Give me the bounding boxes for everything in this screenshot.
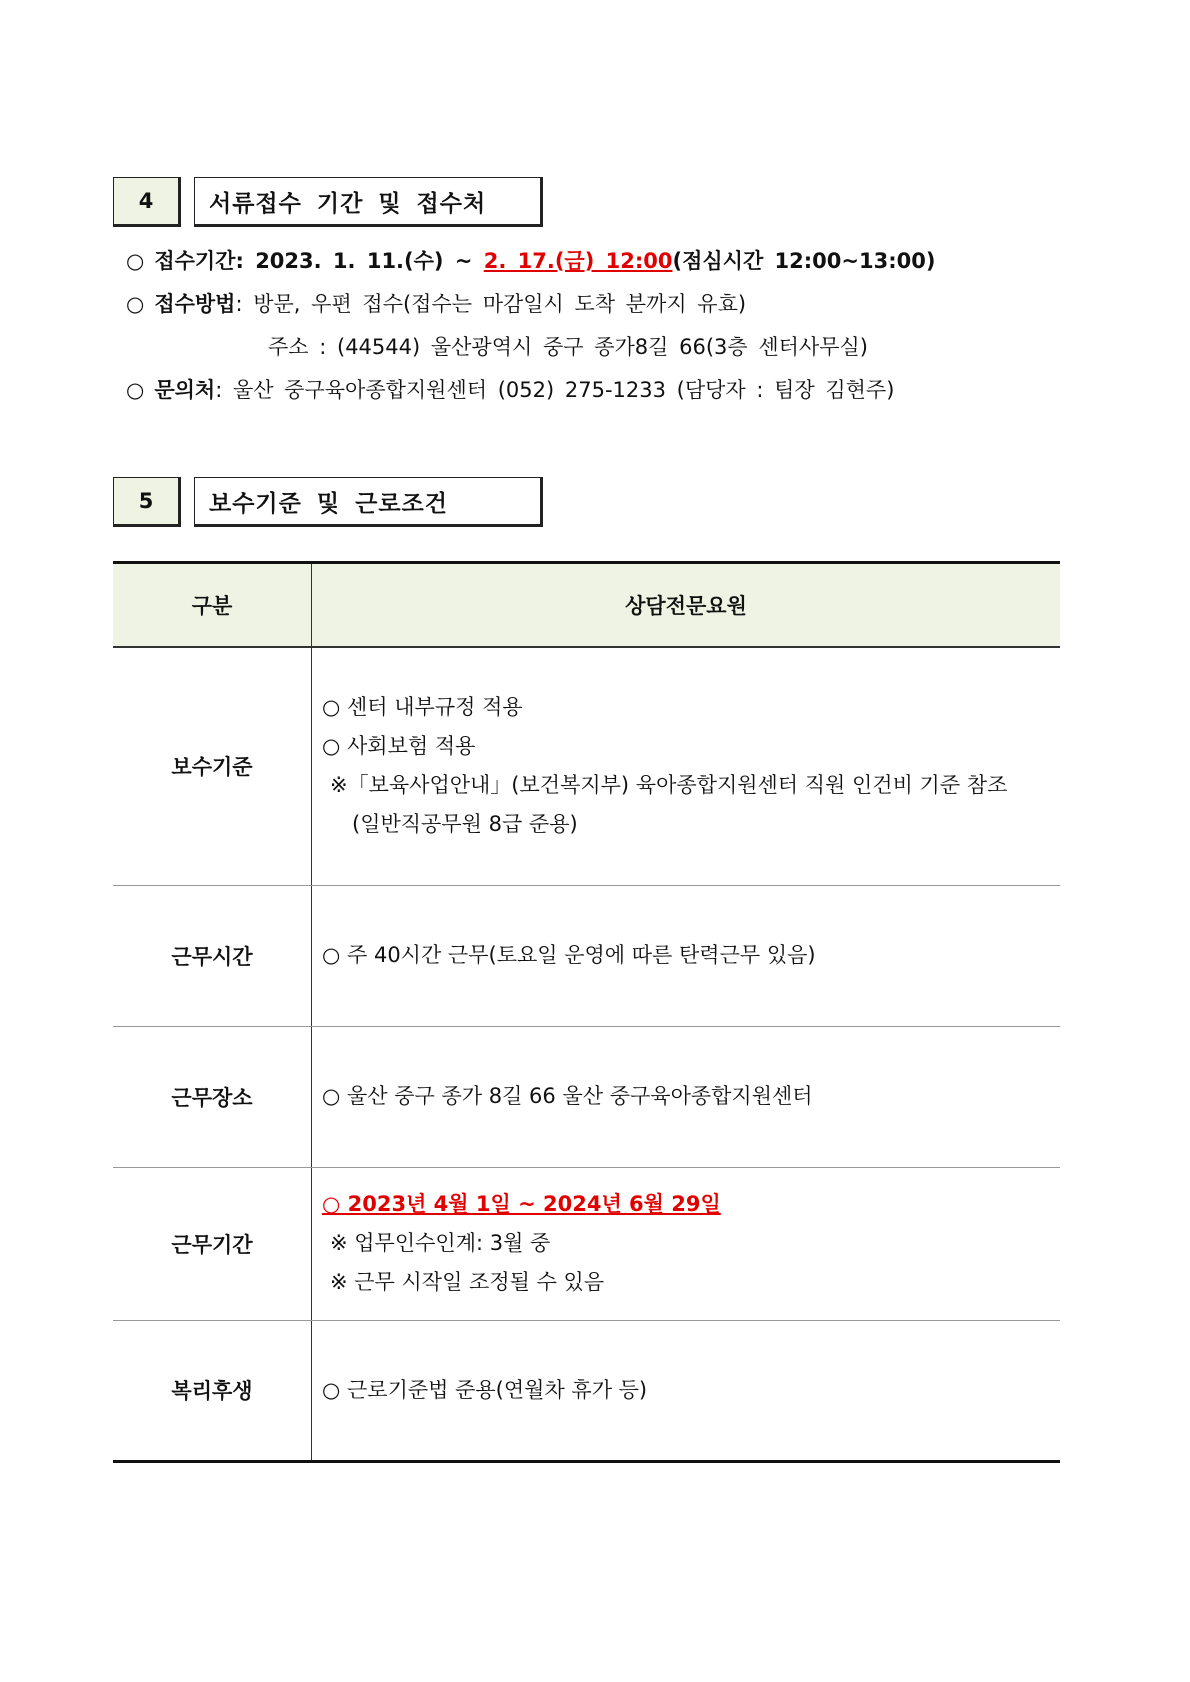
- content-note-sub: (일반직공무원 8급 준용): [352, 812, 578, 837]
- contact-text: : 울산 중구육아종합지원센터 (052) 275-1233 (담당자 : 팀장 김현주): [215, 378, 895, 402]
- table-row: [113, 1320, 1060, 1461]
- table-row: [113, 1026, 1060, 1167]
- address-line: 주소 : (44544) 울산광역시 중구 종가8길 66(3층 센터사무실): [268, 335, 868, 359]
- content-line: ○ 주 40시간 근무(토요일 운영에 따른 탄력근무 있음): [322, 943, 816, 967]
- row-category: 근무장소: [113, 1026, 312, 1167]
- work-period-highlight: ○ 2023년 4월 1일 ~ 2024년 6월 29일: [322, 1192, 721, 1216]
- row-content: [312, 647, 1061, 885]
- receipt-period-line: [126, 245, 935, 275]
- content-note: ※ 업무인수인계: 3월 중: [330, 1231, 551, 1255]
- circle-bullet-icon: ○: [126, 378, 145, 402]
- conditions-table: [113, 561, 1060, 1463]
- row-content: [312, 885, 1061, 1026]
- table-row: [113, 647, 1060, 885]
- receipt-method-label: 접수방법: [154, 292, 236, 316]
- row-category: 근무기간: [113, 1167, 312, 1320]
- row-content: [312, 1320, 1061, 1461]
- circle-bullet-icon: ○: [126, 292, 145, 316]
- content-note: ※「보육사업안내」(보건복지부) 육아종합지원센터 직원 인건비 기준 참조: [330, 773, 1008, 798]
- content-line: ○ 센터 내부규정 적용: [322, 695, 523, 720]
- table-row: [113, 1167, 1060, 1320]
- section-5-header: [113, 477, 543, 527]
- contact-line: [126, 374, 894, 404]
- section-4-title: 서류접수 기간 및 접수처: [194, 177, 543, 227]
- row-content: [312, 1026, 1061, 1167]
- section-5-title: 보수기준 및 근로조건: [194, 477, 543, 527]
- content-line: ○ 근로기준법 준용(연월차 휴가 등): [322, 1377, 648, 1402]
- row-category: 복리후생: [113, 1320, 312, 1461]
- table-header-row: [113, 563, 1060, 648]
- header-position: 상담전문요원: [312, 563, 1061, 648]
- receipt-method-text: : 방문, 우편 접수(접수는 마감일시 도착 분까지 유효): [235, 292, 747, 316]
- section-5-number: 5: [113, 477, 181, 527]
- content-line: ○ 사회보험 적용: [322, 734, 476, 759]
- content-line: ○ 울산 중구 종가 8길 66 울산 중구육아종합지원센터: [322, 1084, 813, 1108]
- content-note: ※ 근무 시작일 조정될 수 있음: [330, 1270, 605, 1294]
- receipt-period-label: 접수기간: [154, 249, 236, 273]
- circle-bullet-icon: ○: [126, 249, 145, 273]
- header-category: 구분: [113, 563, 312, 648]
- receipt-deadline: 2. 17.(금) 12:00: [483, 249, 673, 273]
- receipt-period-start: : 2023. 1. 11.(수) ~: [235, 249, 484, 273]
- contact-label: 문의처: [154, 378, 216, 402]
- row-content: [312, 1167, 1061, 1320]
- row-category: 근무시간: [113, 885, 312, 1026]
- section-4-number: 4: [113, 177, 181, 227]
- receipt-method-line: [126, 288, 746, 318]
- lunch-time-note: (점심시간 12:00~13:00): [672, 249, 936, 273]
- row-category: 보수기준: [113, 647, 312, 885]
- section-4-header: [113, 177, 543, 227]
- table-row: [113, 885, 1060, 1026]
